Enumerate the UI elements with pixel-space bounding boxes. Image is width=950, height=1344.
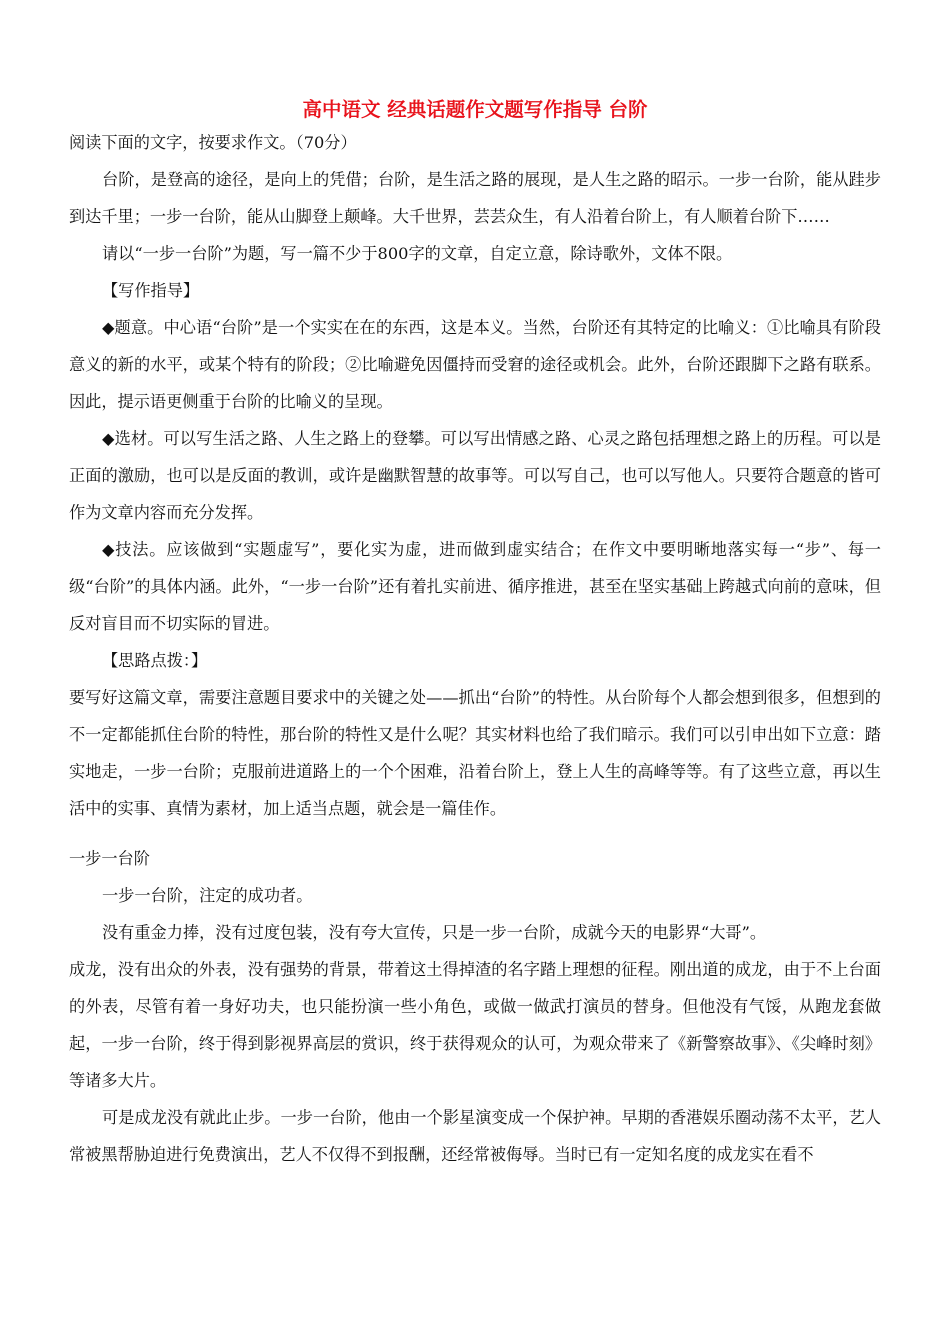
essay-paragraph: 一步一台阶，注定的成功者。 <box>102 886 313 905</box>
guide-topic-meaning: ◆题意。中心语“台阶”是一个实实在在的东西，这是本义。当然，台阶还有其特定的比喻义：①比喻具有阶段意义的新的水平，或某个特有的阶段；②比喻避免因僵持而受窘的途径或机会。此外，台阶还跟脚下之路有联系。因此，提示语更侧重于台阶的比喻义的呈现。 <box>69 318 881 411</box>
document-title: 高中语文 经典话题作文题写作指导 台阶 <box>302 98 648 121</box>
essay-paragraph: 成龙，没有出众的外表，没有强势的背景，带着这土得掉渣的名字踏上理想的征程。刚出道的成龙，由于不上台面的外表，尽管有着一身好功夫，也只能扮演一些小角色，或做一做武打演员的替身。但他没有气馁，从跑龙套做起，一步一台阶，终于得到影视界高层的赏识，终于获得观众的认可，为观众带来了《新警察故事》、《尖峰时刻》等诸多大片。 <box>69 960 881 1090</box>
essay-paragraph: 可是成龙没有就此止步。一步一台阶，他由一个影星演变成一个保护神。早期的香港娱乐圈动荡不太平，艺人常被黑帮胁迫进行免费演出，艺人不仅得不到报酬，还经常被侮辱。当时已有一定知名度的成龙实在看不 <box>69 1108 881 1164</box>
guide-material-selection: ◆选材。可以写生活之路、人生之路上的登攀。可以写出情感之路、心灵之路包括理想之路上的历程。可以是正面的激励，也可以是反面的教训，或许是幽默智慧的故事等。可以写自己，也可以写他人。只要符合题意的皆可作为文章内容而充分发挥。 <box>69 429 881 522</box>
prompt-instruction: 阅读下面的文字，按要求作文。（70分） <box>69 133 357 152</box>
section-heading-writing-guide: 【写作指导】 <box>102 281 200 300</box>
section-spacer <box>69 827 881 840</box>
prompt-material: 台阶，是登高的途径，是向上的凭借；台阶，是生活之路的展现，是人生之路的昭示。一步一台阶，能从跬步到达千里；一步一台阶，能从山脚登上颠峰。大千世界，芸芸众生，有人沿着台阶上，有人顺着台阶下…… <box>69 170 881 226</box>
document-body <box>69 124 881 1173</box>
section-heading-ideas: 【思路点拨：】 <box>102 651 208 670</box>
essay-paragraph: 没有重金力捧，没有过度包装，没有夸大宣传，只是一步一台阶，成就今天的电影界“大哥”。 <box>102 923 767 942</box>
essay-title: 一步一台阶 <box>69 849 150 868</box>
ideas-paragraph: 要写好这篇文章，需要注意题目要求中的关键之处——抓出“台阶”的特性。从台阶每个人都会想到很多，但想到的不一定都能抓住台阶的特性，那台阶的特性又是什么呢？其实材料也给了我们暗示。我们可以引申出如下立意：踏实地走，一步一台阶；克服前进道路上的一个个困难，沿着台阶上，登上人生的高峰等等。有了这些立意，再以生活中的实事、真情为素材，加上适当点题，就会是一篇佳作。 <box>69 688 881 818</box>
prompt-requirement: 请以“一步一台阶”为题，写一篇不少于800字的文章，自定立意，除诗歌外，文体不限。 <box>102 244 733 263</box>
guide-technique: ◆技法。应该做到“实题虚写”，要化实为虚，进而做到虚实结合；在作文中要明晰地落实每一“步”、每一级“台阶”的具体内涵。此外，“一步一台阶”还有着扎实前进、循序推进，甚至在坚实基础上跨越式向前的意味，但反对盲目而不切实际的冒进。 <box>69 540 881 633</box>
